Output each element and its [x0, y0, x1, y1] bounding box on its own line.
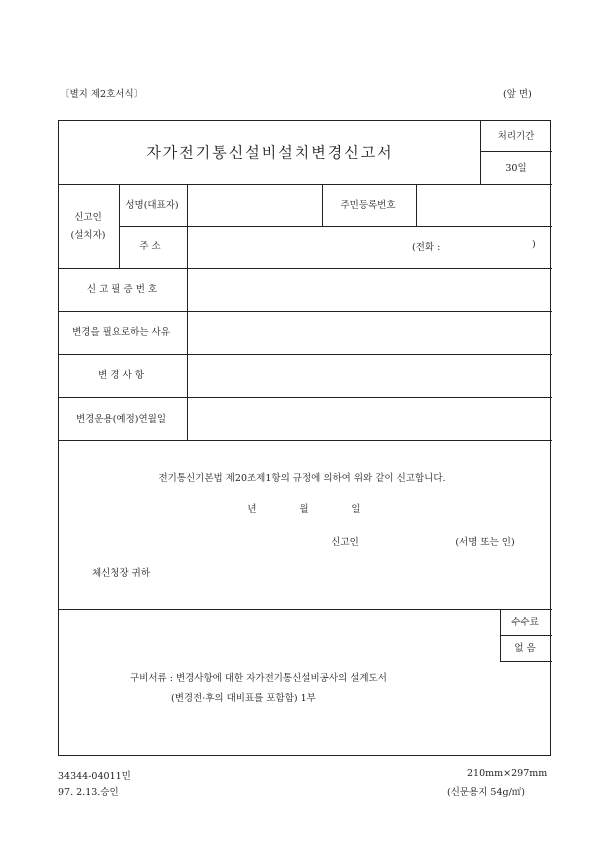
rule	[480, 121, 481, 184]
processing-period-label: 처리기간	[497, 131, 535, 142]
name-label: 성명(대표자)	[125, 200, 179, 211]
application-form	[58, 120, 551, 756]
rule	[59, 268, 552, 269]
phone-field[interactable]	[452, 239, 522, 251]
phone-close-paren: )	[532, 239, 536, 250]
rule	[500, 609, 501, 661]
rule	[187, 184, 188, 440]
changes-field[interactable]	[192, 369, 542, 381]
rule	[59, 311, 552, 312]
page-side-label: (앞 면)	[503, 89, 532, 100]
processing-period-value: 30일	[505, 163, 527, 174]
rule	[480, 151, 552, 152]
rule	[500, 661, 552, 662]
address-label: 주 소	[139, 241, 161, 252]
resident-number-label: 주민등록번호	[340, 200, 396, 211]
cert-number-label: 신 고 필 증 번 호	[86, 284, 158, 295]
rule	[500, 635, 552, 636]
declaration-statement: 전기통신기본법 제20조제1항의 규정에 의하여 위와 같이 신고합니다.	[158, 473, 446, 484]
approval-date: 97. 2.13.승인	[58, 787, 119, 798]
rule	[59, 354, 552, 355]
recipient: 체신청장 귀하	[91, 568, 151, 579]
year-label: 년	[247, 504, 257, 515]
rule	[416, 184, 417, 226]
required-documents-note: (변경전·후의 대비표를 포함함) 1부	[171, 693, 316, 704]
resident-number-field[interactable]	[420, 199, 545, 211]
rule	[322, 184, 323, 226]
operation-date-field[interactable]	[192, 413, 542, 425]
required-documents: 구비서류 : 변경사항에 대한 자가전기통신설비공사의 설계도서	[130, 673, 387, 684]
change-reason-field[interactable]	[192, 326, 542, 338]
paper-size: 210mm×297mm	[467, 768, 548, 779]
rule	[59, 609, 552, 610]
month-label: 월	[299, 504, 309, 515]
reporter-label: 신고인	[331, 537, 359, 548]
applicant-label: 신고인	[74, 212, 102, 223]
rule	[59, 440, 552, 441]
form-title: 자가전기통신설비설치변경신고서	[146, 143, 394, 162]
cert-number-field[interactable]	[192, 283, 542, 295]
fee-value: 없 음	[514, 643, 536, 654]
rule	[480, 184, 552, 185]
form-number: 〔별지 제2호서식〕	[60, 89, 144, 100]
name-field[interactable]	[192, 199, 317, 211]
day-label: 일	[351, 504, 361, 515]
operation-date-label: 변경운용(예정)연월일	[75, 414, 167, 425]
rule	[119, 226, 552, 227]
rule	[119, 184, 120, 268]
fee-label: 수수료	[511, 617, 539, 628]
paper-type: (신문용지 54g/㎡)	[447, 787, 526, 798]
address-field[interactable]	[192, 240, 392, 252]
phone-label: (전화 :	[412, 242, 441, 253]
changes-label: 변 경 사 항	[98, 370, 144, 381]
form-code: 34344-04011민	[58, 771, 131, 782]
change-reason-label: 변경을 필요로하는 사유	[72, 327, 170, 338]
signature-label: (서명 또는 인)	[455, 537, 515, 548]
rule	[59, 397, 552, 398]
applicant-sublabel: (설치자)	[70, 230, 106, 241]
